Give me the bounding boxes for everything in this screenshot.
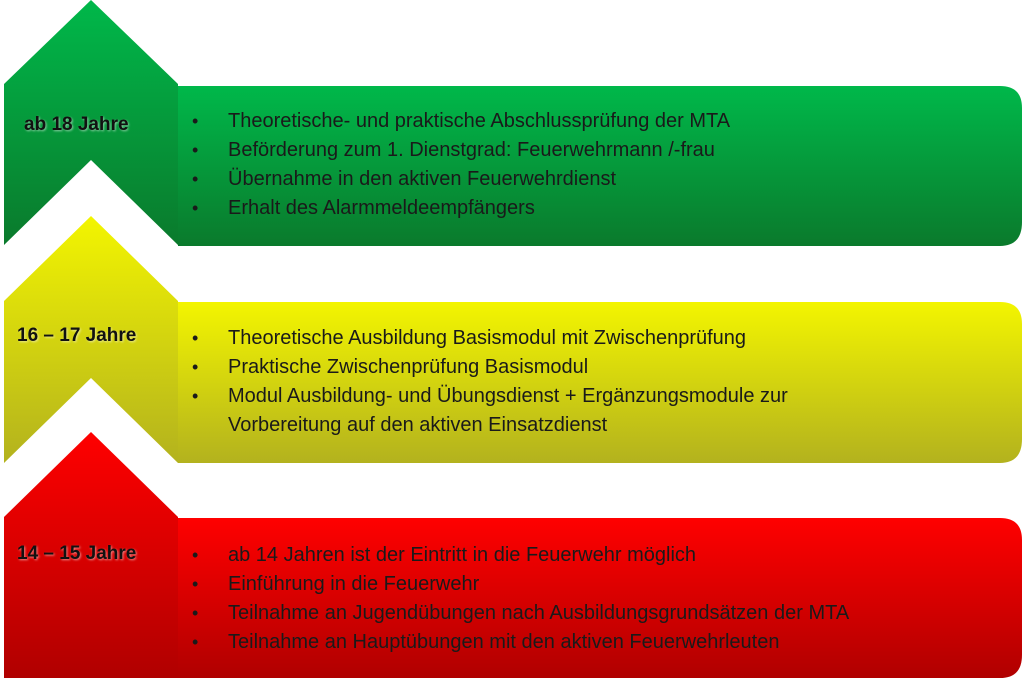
list-item: • Einführung in die Feuerwehr <box>192 570 992 599</box>
list-item: • Modul Ausbildung- und Übungsdienst + Ergänzungsmodule zur Vorbereitung auf den aktiven Einsatzdienst <box>192 382 902 440</box>
bullet-list-level-2 <box>192 541 992 657</box>
list-item: • Teilnahme an Hauptübungen mit den aktiven Feuerwehrleuten <box>192 628 992 657</box>
list-item: • Beförderung zum 1. Dienstgrad: Feuerwehrmann /-frau <box>192 136 992 165</box>
list-item: • Praktische Zwischenprüfung Basismodul <box>192 353 902 382</box>
age-label-ab-18: ab 18 Jahre <box>24 114 129 135</box>
list-item: • Theoretische Ausbildung Basismodul mit Zwischenprüfung <box>192 324 902 353</box>
list-item: • ab 14 Jahren ist der Eintritt in die Feuerwehr möglich <box>192 541 992 570</box>
list-item: • Theoretische- und praktische Abschlussprüfung der MTA <box>192 107 992 136</box>
list-item: • Übernahme in den aktiven Feuerwehrdienst <box>192 165 992 194</box>
bullet-list-level-1 <box>192 324 902 440</box>
list-item: • Erhalt des Alarmmeldeempfängers <box>192 194 992 223</box>
list-item: • Teilnahme an Jugendübungen nach Ausbildungsgrundsätzen der MTA <box>192 599 992 628</box>
age-label-14-15: 14 – 15 Jahre <box>17 543 137 564</box>
bullet-list-level-0 <box>192 107 992 223</box>
age-label-16-17: 16 – 17 Jahre <box>17 325 137 346</box>
